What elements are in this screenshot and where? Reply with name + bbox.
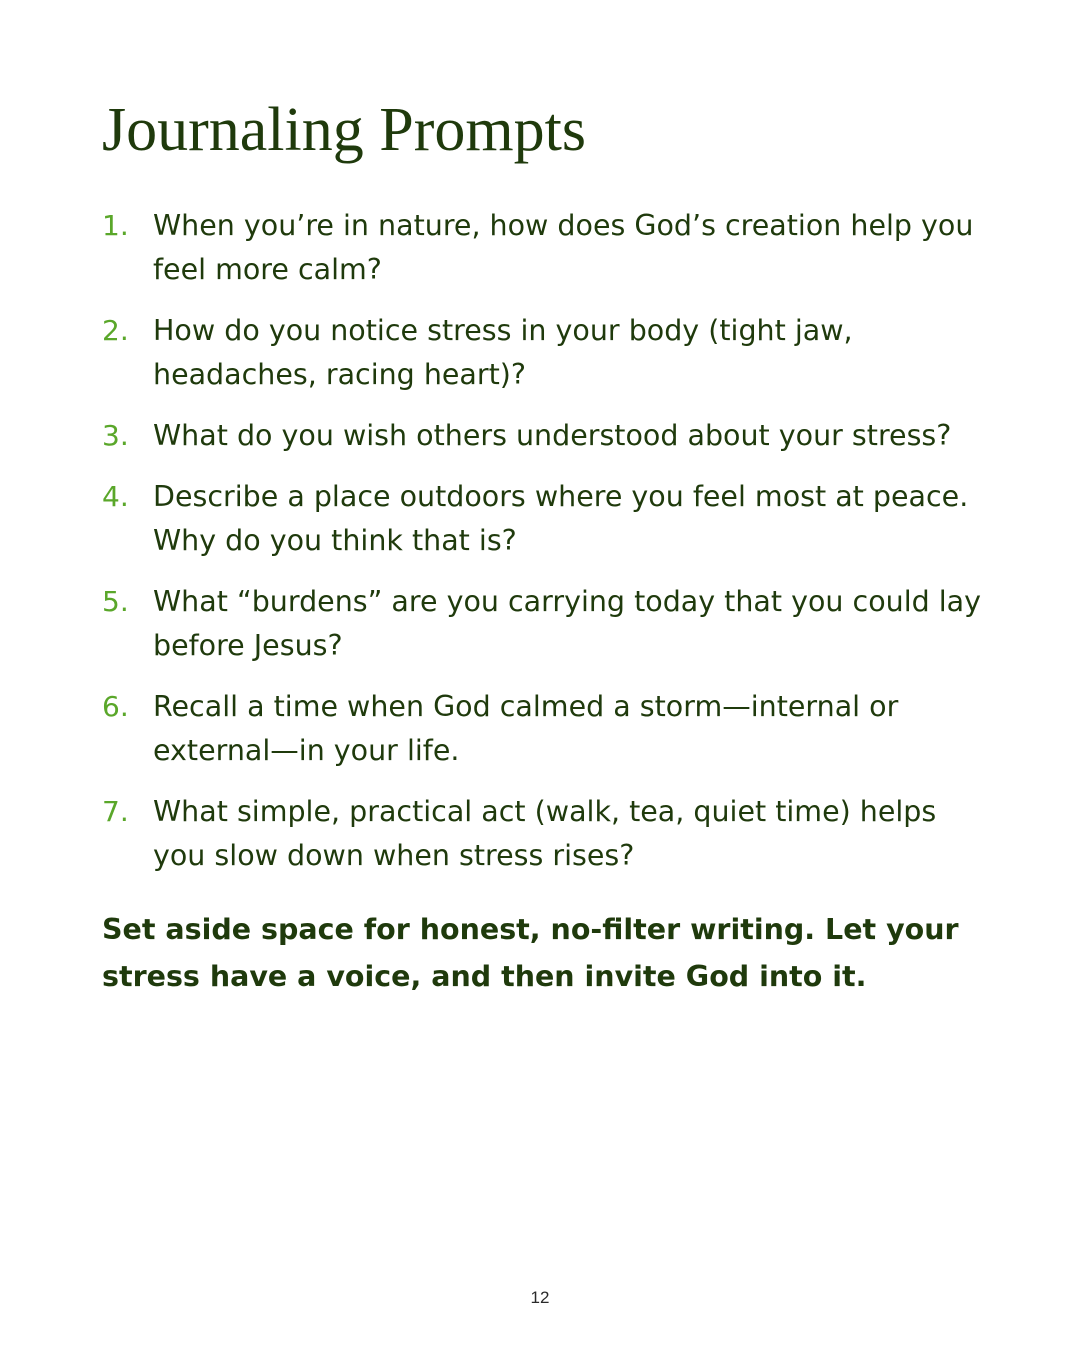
prompt-number: 6.	[102, 690, 129, 723]
prompt-number: 1.	[102, 209, 129, 242]
prompt-item	[102, 204, 982, 292]
page-title: Journaling Prompts	[102, 96, 586, 164]
prompt-item	[102, 685, 982, 773]
prompt-item	[102, 580, 982, 668]
prompt-text: How do you notice stress in your body (tight jaw, headaches, racing heart)?	[153, 314, 853, 391]
prompt-text: Describe a place outdoors where you feel most at peace. Why do you think that is?	[153, 480, 969, 557]
prompt-item	[102, 309, 982, 397]
prompt-item	[102, 414, 982, 458]
prompt-text: Recall a time when God calmed a storm—internal or external—in your life.	[153, 690, 899, 767]
prompt-item	[102, 475, 982, 563]
prompt-text: What do you wish others understood about your stress?	[153, 419, 952, 452]
prompt-number: 7.	[102, 795, 129, 828]
prompt-item	[102, 790, 982, 878]
closing-note: Set aside space for honest, no-filter writing. Let your stress have a voice, and then invite God into it.	[102, 913, 959, 993]
prompt-number: 2.	[102, 314, 129, 347]
prompt-number: 5.	[102, 585, 129, 618]
prompt-text: When you’re in nature, how does God’s creation help you feel more calm?	[153, 209, 974, 286]
page-number: 12	[530, 1288, 550, 1307]
prompt-text: What “burdens” are you carrying today that you could lay before Jesus?	[153, 585, 982, 662]
prompt-number: 3.	[102, 419, 129, 452]
prompt-text: What simple, practical act (walk, tea, quiet time) helps you slow down when stress rises?	[153, 795, 937, 872]
journaling-prompts-list	[102, 204, 982, 895]
prompt-number: 4.	[102, 480, 129, 513]
